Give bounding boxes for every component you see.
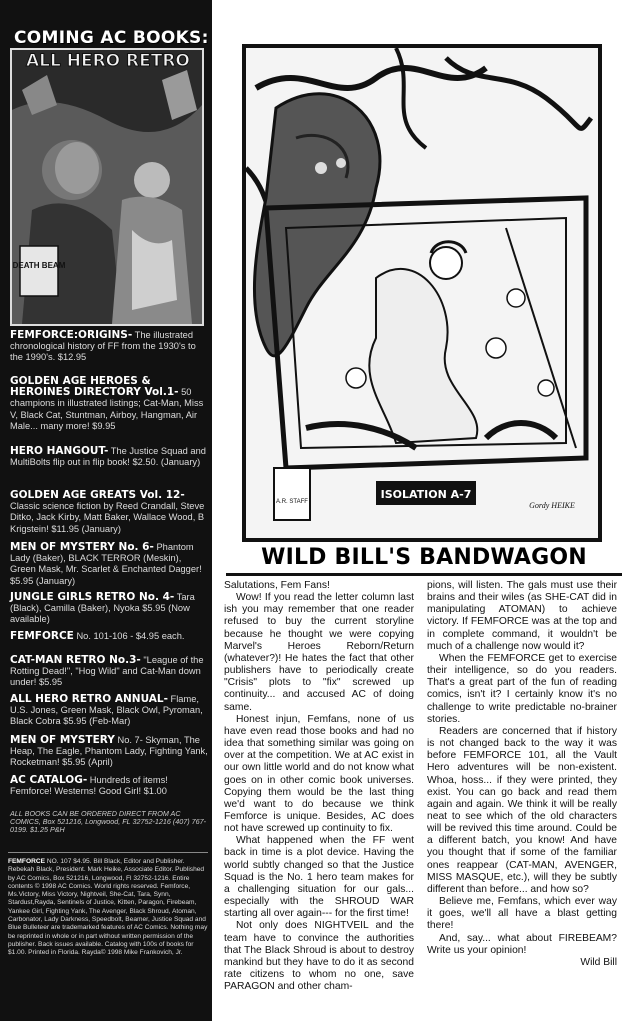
entry-men-of-mystery-7	[10, 735, 208, 769]
paragraph: Honest injun, Femfans, none of us have even read those books and had no idea that something similar was going on over at the competition. We at AC exist in our own little world and do not know what goes on in other comic book universes. Copying them would be the last thing we'd want to do because we think Femforce is unique. Besides, AC does not have screwed up continuity to fix.	[224, 713, 414, 835]
title-divider	[226, 573, 622, 576]
column-title: WILD BILL'S BANDWAGON	[261, 545, 587, 570]
entry-title: GOLDEN AGE GREATS Vol. 12-	[10, 489, 185, 501]
paragraph: Readers are concerned that if history is not changed back to the way it was before FEMFORCE 101, all the Vault Hero adventures will be non-existent. Whoa, hoss... if they were printed, they exist. You can go back and read them again and again. We think it will be really neat to see which of the old characters will be revived this time around. Could be a different batch, you know! And have you thought that if some of the familiar ones reappear (CAT-MAN, AVENGER, MISS MASQUE, etc.), will they be subtly different than before... and how so?	[427, 725, 617, 895]
indicia	[8, 852, 208, 958]
entry-title: FEMFORCE	[10, 630, 74, 642]
paragraph: What happened when the FF went back in time is a plot device. Having the world subtly changed so that the Justice Squad is the No. 1 hero team makes for a challenging situation for our gals... especially with the SHROUD WAR starting all over again--- for the first time!	[224, 835, 414, 920]
paragraph: Believe me, Femfans, which ever way it goes, we'll all have a blast getting there!	[427, 896, 617, 932]
entry-title: FEMFORCE:ORIGINS-	[10, 329, 133, 341]
cover-art-icon	[12, 50, 202, 324]
signoff: Wild Bill	[580, 956, 617, 968]
entry-text: No. 7- Skyman, The Heap, The Eagle, Phantom Lady, Fighting Yank, Rocketman! $5.95 (April)	[10, 735, 208, 768]
entry-text: The Justice Squad and MultiBolts flip out in flip book! $2.50. (January)	[10, 446, 206, 468]
entry-men-of-mystery-6	[10, 542, 208, 587]
entry-title: MEN OF MYSTERY No. 6-	[10, 541, 154, 553]
entry-title: HERO HANGOUT-	[10, 445, 109, 457]
cover-illustration	[10, 48, 204, 326]
indicia-text: NO. 107 $4.95. Bill Black, Editor and Publisher. Rebekah Black, President. Mark Heike, Associate Editor. Published by AC Comics, Box 521216, Longwood, Fl 32752-1216. Entire contents © 1998 AC Comics. World rights reserved. Femforce, Ms.Victory, Miss Victory, Nightveil, She-Cat, Tara, Synn, Stardust,Rayda, Sentinels of Justice, Kitten, Paragon, Firebeam, Yankee Girl, Fighting Yank, The Avenger, Black Shroud, Atoman, Carbonator, Lady Darkness, Speedbolt, Beamer, Justice Squad and Blue Bulleteer are trademarked features of AC Comics. Nothing may be reprinted in whole or in part without written permission of the publisher. Back issues available. Catalog with 100s of books for $1.00. Printed in Florida. Rayda© 1998 Mike Frankovich, Jr.	[8, 858, 208, 957]
entry-title: ALL HERO RETRO ANNUAL-	[10, 693, 168, 705]
entry-golden-age-directory	[10, 376, 208, 432]
sidebar	[0, 0, 212, 1021]
paragraph: pions, will listen. The gals must use their brains and their wiles (as SHE-CAT did in manipulating ATOMAN) to achieve victory. If FEMFORCE was at the top and in complete command, it wouldn't be much of a challenge now would it?	[427, 580, 617, 652]
entry-hero-hangout	[10, 446, 208, 468]
entry-title: MEN OF MYSTERY	[10, 734, 115, 746]
column-text-right	[427, 580, 617, 969]
sidebar-heading: COMING AC BOOKS:	[14, 28, 209, 48]
staff-badge-text: A.R. STAFF	[276, 499, 308, 505]
artist-signature: Gordy HEIKE	[529, 501, 575, 510]
entry-text: Flame, U.S. Jones, Green Mask, Black Owl, Pyroman, Black Cobra $5.95 (Feb-Mar)	[10, 694, 203, 727]
entry-title: AC CATALOG-	[10, 774, 88, 786]
creature-illustration-icon	[246, 48, 598, 538]
isolation-sign-text: ISOLATION A-7	[380, 488, 472, 501]
entry-title: CAT-MAN RETRO No.3-	[10, 654, 141, 666]
entry-text: "League of the Rotting Dead!", "Hog Wild" and Cat-Man down under! $5.95	[10, 655, 204, 688]
indicia-title: FEMFORCE	[8, 858, 45, 865]
entry-femforce-origins	[10, 330, 208, 364]
paragraph: When the FEMFORCE get to exercise their intelligence, so do you readers. That's a great part of the fun of reading comics, isn't it? I certainly know it's no challenge to write predictable no-brainer stories.	[427, 652, 617, 725]
illustration-panel	[242, 44, 602, 542]
column-text-left	[224, 580, 414, 993]
entry-ac-catalog	[10, 775, 208, 797]
entry-text: No. 101-106 - $4.95 each.	[73, 631, 185, 641]
entry-jungle-girls-retro	[10, 592, 208, 626]
entry-femforce-back-issues	[10, 631, 208, 642]
entry-text: 50 champions in illustrated listings; Cat-Man, Miss V, Black Cat, Stuntman, Airboy, Hangman, Air Male... many more! $9.95	[10, 387, 204, 431]
entry-text: Classic science fiction by Reed Crandall, Steve Ditko, Jack Kirby, Matt Baker, Wallace Wood, B Krigstein! $11.95 (January)	[10, 501, 205, 534]
order-note: ALL BOOKS CAN BE ORDERED DIRECT FROM AC COMICS, Box 521216, Longwood, FL 32752-1216 (407) 767-0199. $1.25 P&H	[10, 809, 207, 835]
entry-text: Phantom Lady (Baker), BLACK TERROR (Meskin), Green Mask, Mr. Scarlet & Enchanted Dagger! $5.95 (January)	[10, 542, 202, 586]
entry-text: Hundreds of items! Femforce! Westerns! Good Girl! $1.00	[10, 775, 168, 797]
entry-title: JUNGLE GIRLS RETRO No. 4-	[10, 591, 175, 603]
entry-golden-age-greats	[10, 490, 208, 535]
cover-sign-label: DEATH BEAM	[12, 261, 66, 270]
paragraph: Salutations, Fem Fans!	[224, 580, 330, 591]
entry-text: The illustrated chronological history of FF from the 1930's to the 1990's. $12.95	[10, 330, 196, 363]
cover-logo: ALL HERO RETRO	[26, 51, 190, 71]
entry-title: GOLDEN AGE HEROES & HEROINES DIRECTORY Vol.1-	[10, 375, 179, 399]
entry-cat-man-retro	[10, 655, 208, 689]
paragraph: Wow! If you read the letter column last ish you may remember that one reader refused to buy the current storyline because he thought we were copying Marvel's Heroes Reborn/Return (whatever?)! He hates the fact that other publishers have to periodically create "Crisis" plots to "fix" screwed up continuity... and accused AC of doing same.	[224, 592, 414, 713]
paragraph: And, say... what about FIREBEAM? Write us your opinion!	[427, 932, 617, 956]
entry-all-hero-retro-annual	[10, 694, 208, 728]
entry-text: Tara (Black), Camilla (Baker), Nyoka $5.95 (Now available)	[10, 592, 195, 625]
paragraph: Not only does NIGHTVEIL and the team have to convince the authorities that The Black Shroud is about to destroy mankind but they have to do it as second rate citizens to whom no one, save PARAGON and other cham-	[224, 920, 414, 993]
